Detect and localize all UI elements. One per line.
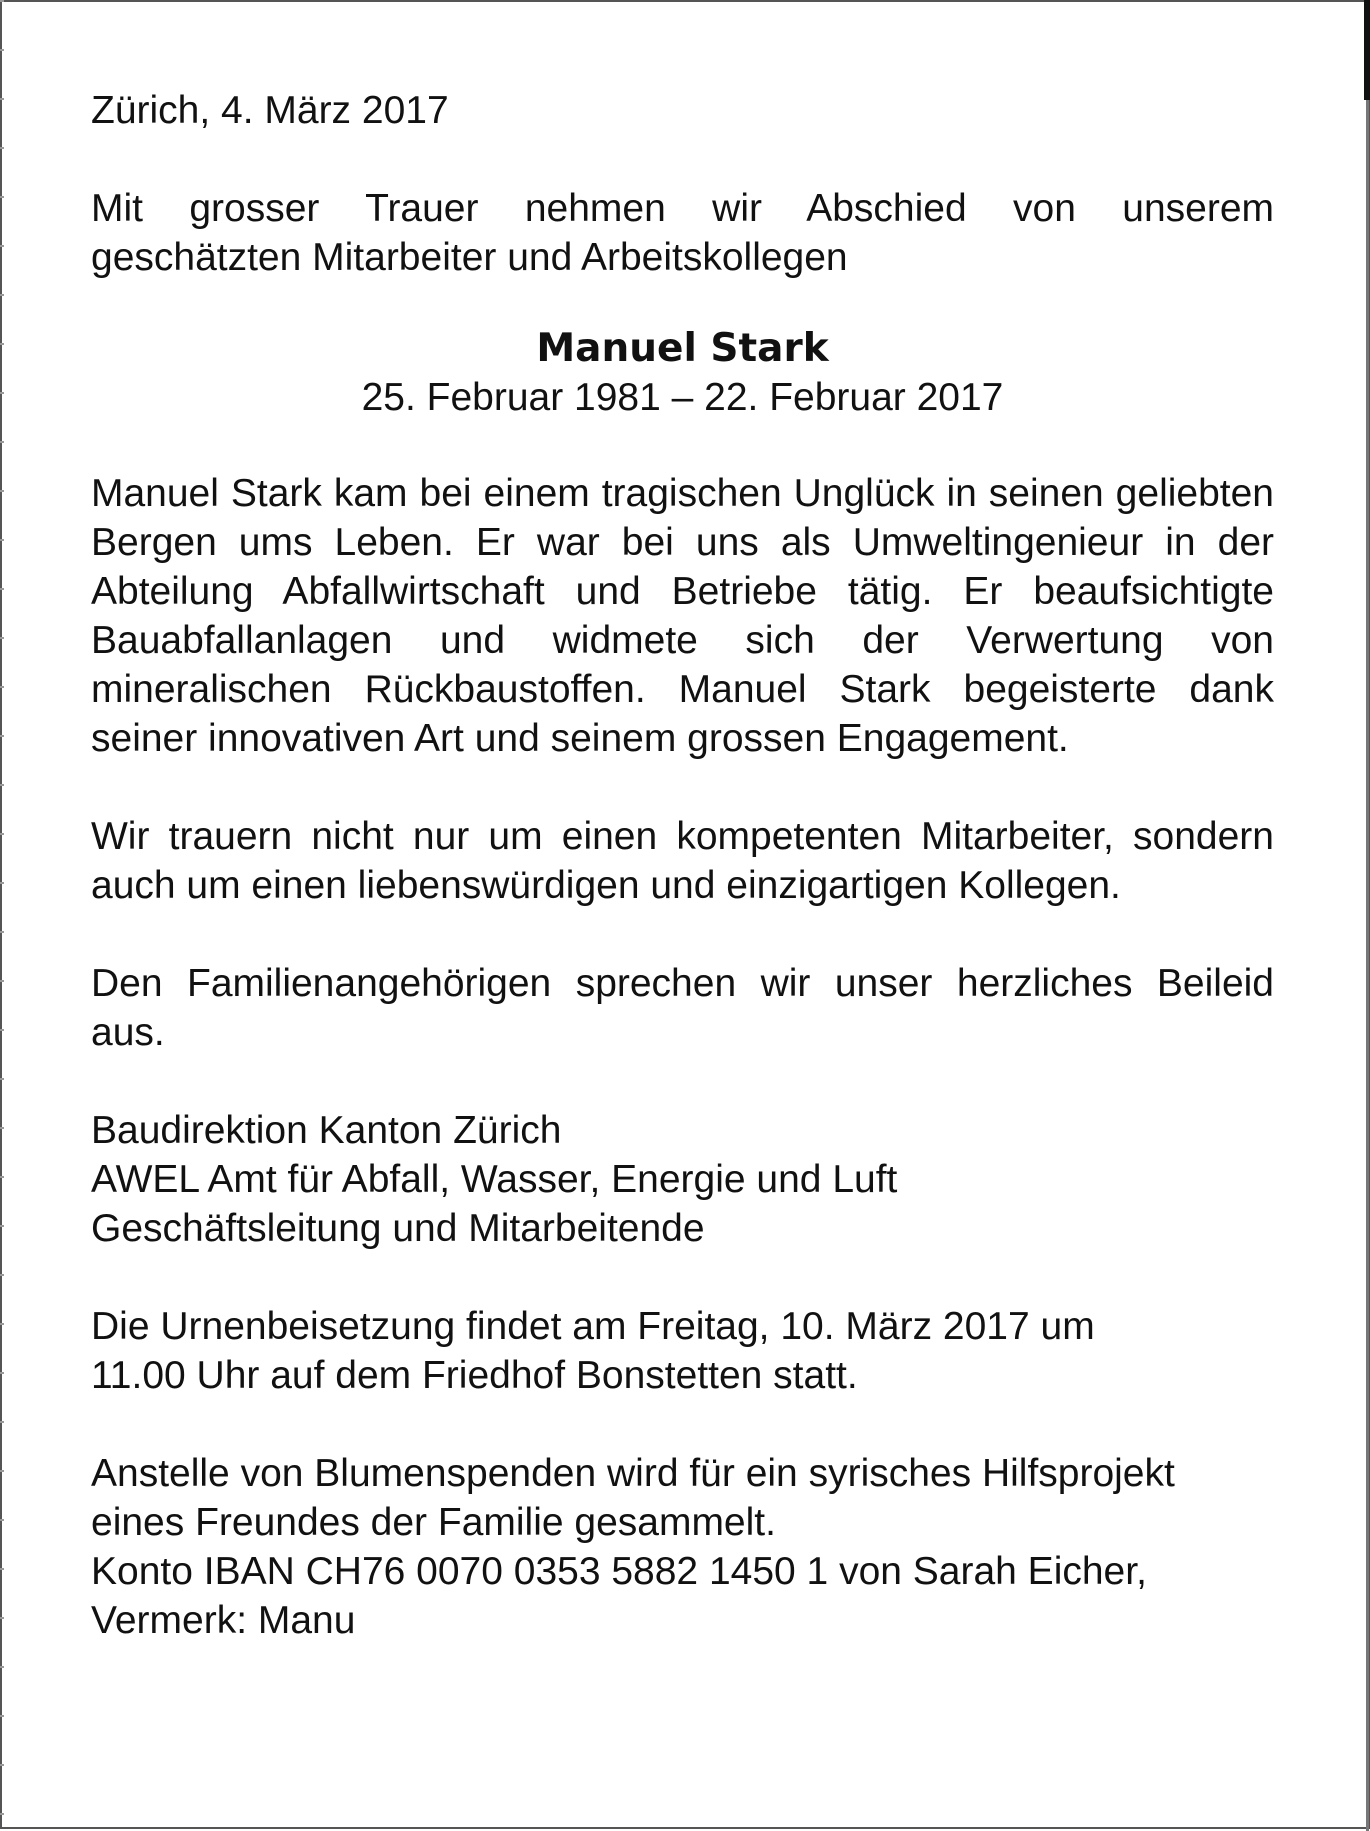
donation-line-2: eines Freundes der Familie gesammelt. [91,1501,776,1544]
signature-line-1: Baudirektion Kanton Zürich [91,1109,562,1152]
obituary-notice [91,86,1274,1645]
funeral-line-2: 11.00 Uhr auf dem Friedhof Bonstetten statt. [91,1354,858,1397]
donation-account-line: Konto IBAN CH76 0070 0353 5882 1450 1 von Sarah Eicher, [91,1550,1147,1593]
right-page-edge [1366,0,1369,1831]
funeral-line-1: Die Urnenbeisetzung findet am Freitag, 10. März 2017 um [91,1305,1095,1348]
signature-block [91,1106,1274,1253]
signature-line-2: AWEL Amt für Abfall, Wasser, Energie und Luft [91,1158,898,1201]
paragraph-mourning: Wir trauern nicht nur um einen kompetenten Mitarbeiter, sondern auch um einen liebenswürdigen und einzigartigen Kollegen. [91,815,1274,907]
left-edge-marks [0,0,4,1831]
deceased-block [91,324,1274,422]
paragraph-condolences: Den Familienangehörigen sprechen wir unser herzliches Beileid aus. [91,962,1274,1054]
funeral-info [91,1302,1274,1400]
intro-text [91,184,1274,282]
right-edge-shadow [1364,0,1370,100]
paragraph-career: Manuel Stark kam bei einem tragischen Unglück in seinen geliebten Bergen ums Leben. Er war bei uns als Umweltingenieur in der Abteilung Abfallwirtschaft und Betriebe tätig. Er beaufsichtigte Bauabfallanlagen und widmete sich der Verwertung von mineralischen Rückbaustoffen. Manuel Stark begeisterte dank seiner innovativen Art und seinem grossen Engagement. [91,472,1274,760]
intro-line-1: Mit grosser Trauer nehmen wir Abschied von unserem [91,187,1274,230]
date-line: Zürich, 4. März 2017 [91,89,449,132]
donation-reference-line: Vermerk: Manu [91,1599,356,1642]
deceased-name: Manuel Stark [536,326,829,371]
signature-line-3: Geschäftsleitung und Mitarbeitende [91,1207,705,1250]
intro-line-2: geschätzten Mitarbeiter und Arbeitskollegen [91,236,848,279]
donation-line-1: Anstelle von Blumenspenden wird für ein syrisches Hilfsprojekt [91,1452,1175,1495]
deceased-dates: 25. Februar 1981 – 22. Februar 2017 [361,376,1004,419]
donation-info [91,1449,1274,1645]
